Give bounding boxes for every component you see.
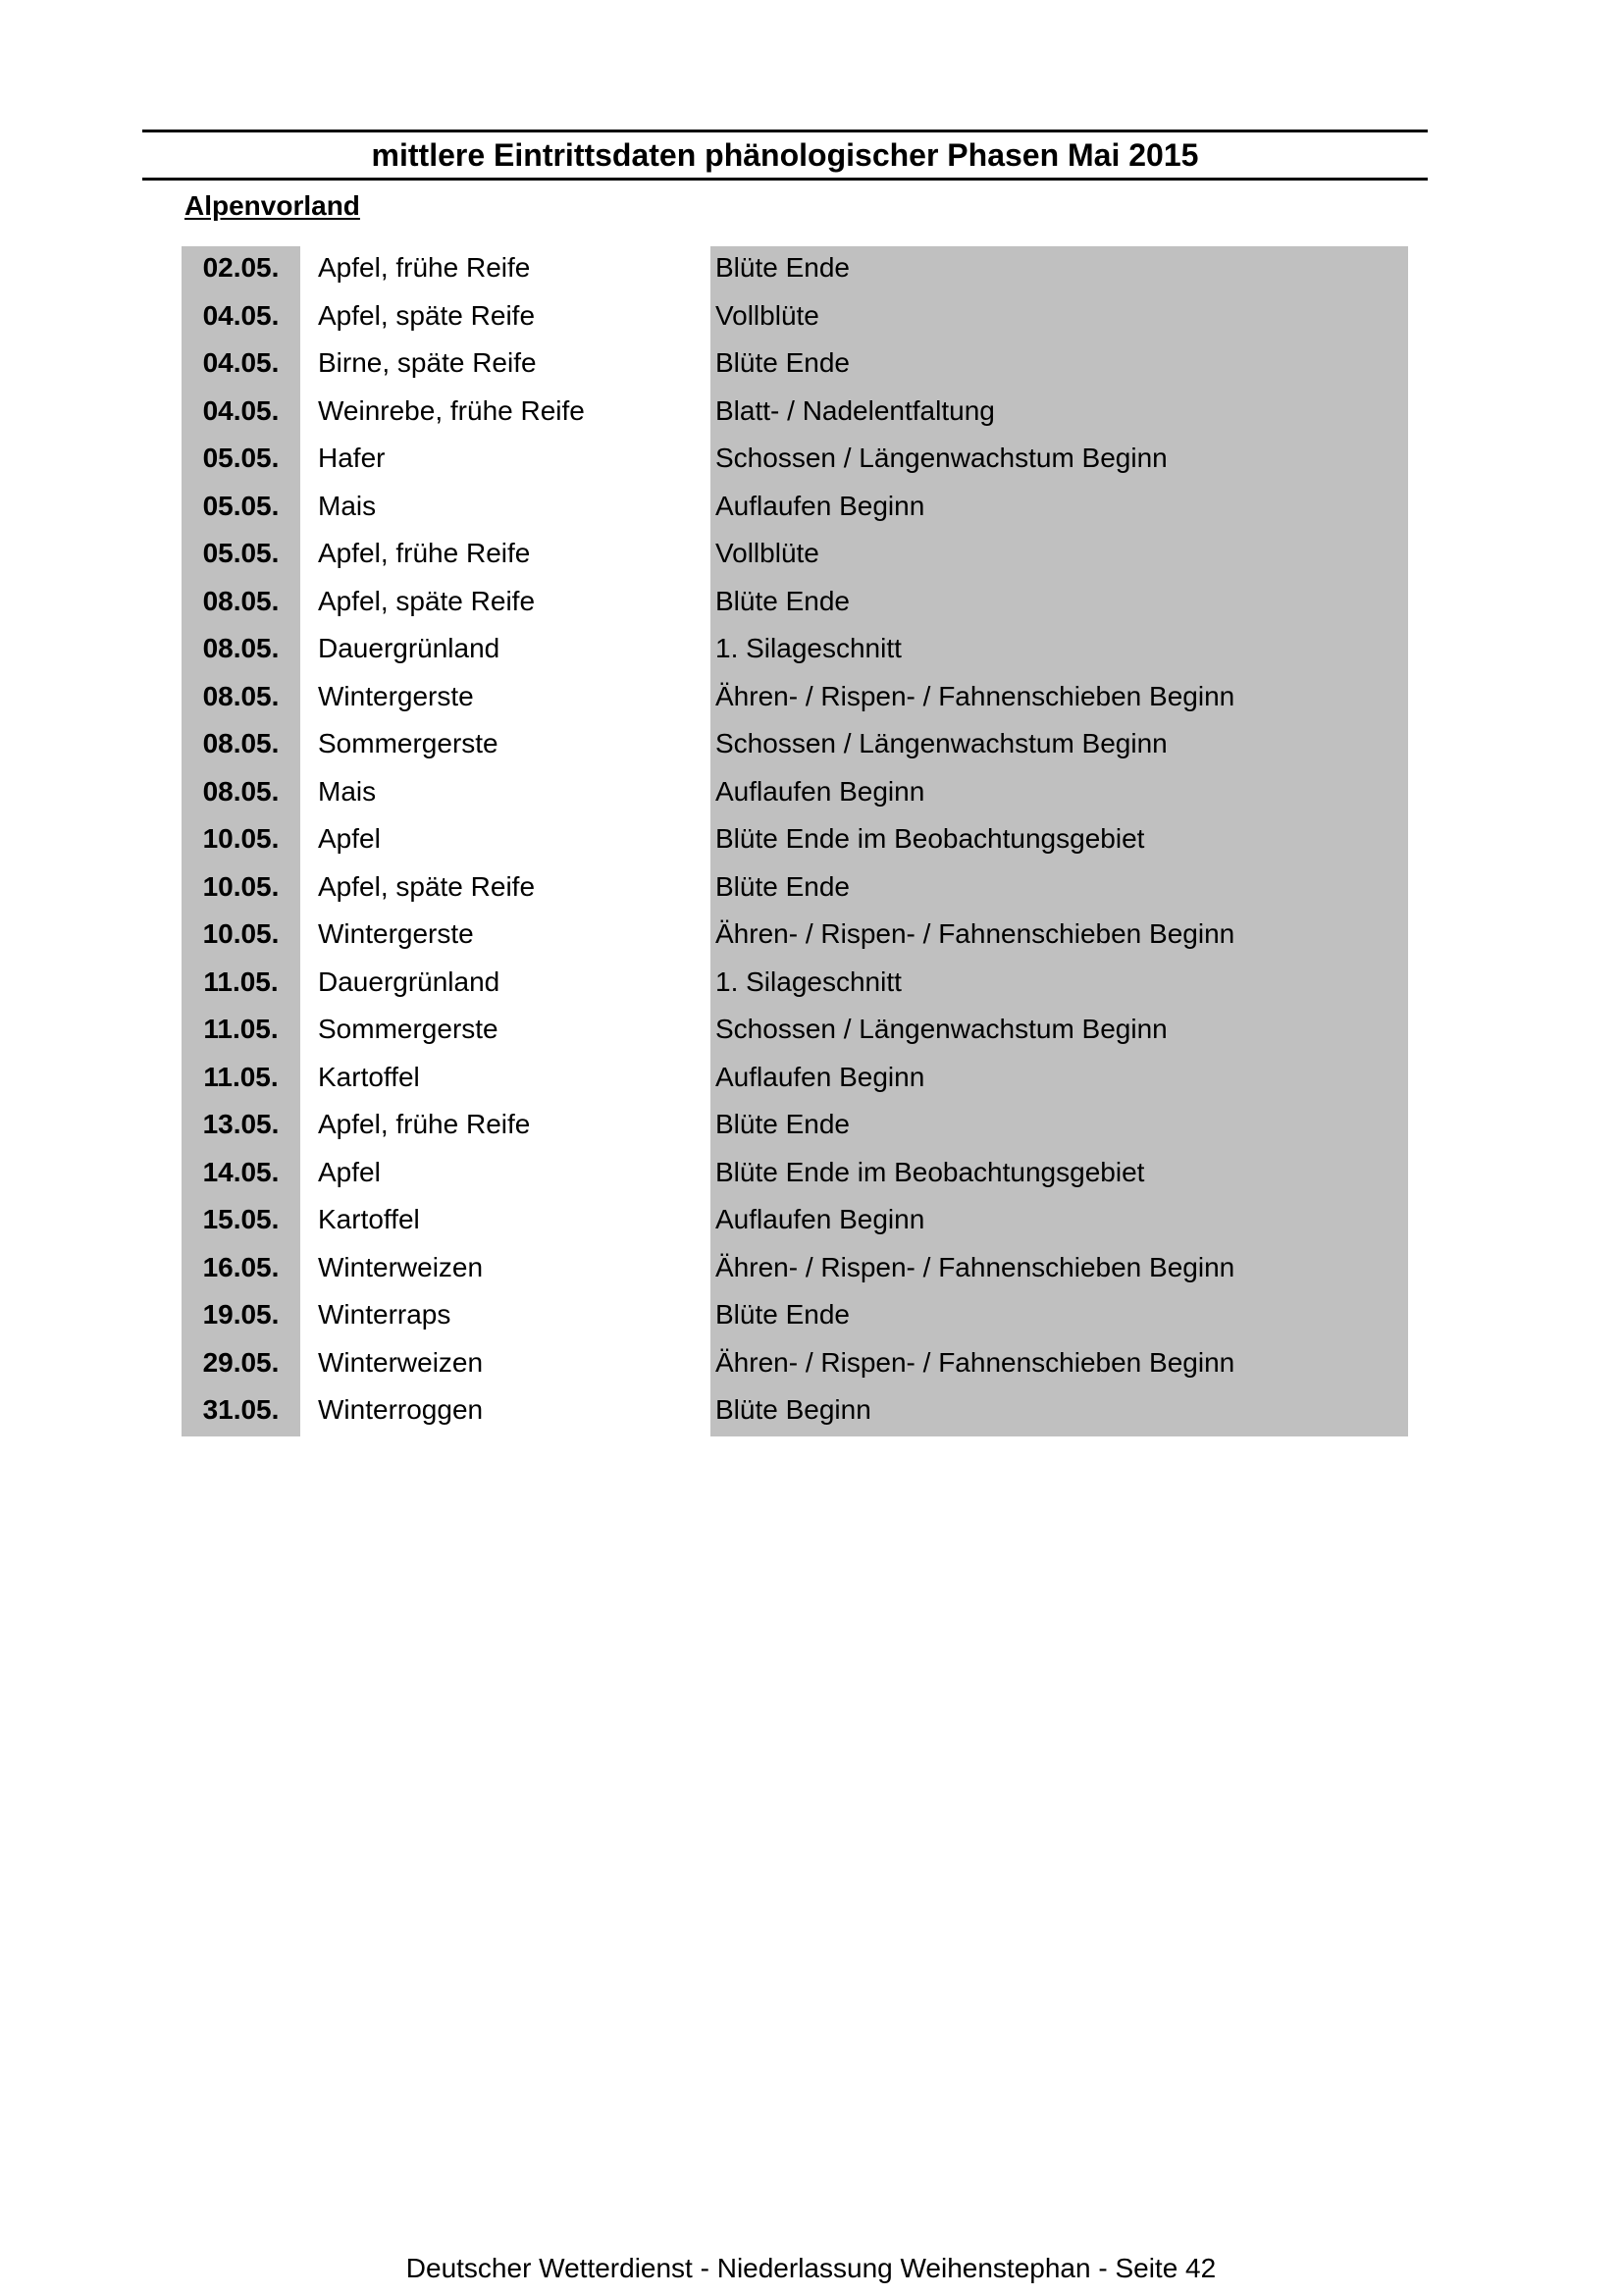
crop-cell: Apfel, frühe Reife — [318, 1109, 531, 1139]
date-cell: 04.05. — [202, 394, 280, 426]
date-cell: 05.05. — [202, 538, 280, 568]
phase-cell: Blüte Ende — [715, 870, 850, 902]
date-cell: 10.05. — [202, 918, 280, 949]
phase-cell: Schossen / Längenwachstum Beginn — [715, 1014, 1168, 1044]
phase-cell: Blüte Ende im Beobachtungsgebiet — [715, 1156, 1145, 1187]
crop-cell: Sommergerste — [318, 1014, 498, 1044]
phase-cell: Auflaufen Beginn — [715, 1204, 925, 1234]
crop-cell: Mais — [318, 490, 377, 521]
phase-cell: Vollblüte — [715, 299, 819, 331]
phase-cell: Vollblüte — [715, 538, 819, 568]
date-cell: 11.05. — [203, 1014, 279, 1044]
title-rule-bottom — [142, 178, 1428, 181]
phase-cell: 1. Silageschnitt — [715, 633, 902, 663]
phase-cell: Ähren- / Rispen- / Fahnenschieben Beginn — [715, 1251, 1235, 1282]
date-cell: 04.05. — [202, 347, 280, 378]
table-row — [0, 677, 1622, 725]
phase-cell: Ähren- / Rispen- / Fahnenschieben Beginn — [715, 680, 1235, 711]
phase-cell: Auflaufen Beginn — [715, 775, 925, 807]
title-rule-top — [142, 130, 1428, 132]
crop-cell: Kartoffel — [318, 1204, 420, 1234]
table-row — [0, 1010, 1622, 1058]
table-row — [0, 582, 1622, 630]
phase-cell: Ähren- / Rispen- / Fahnenschieben Beginn — [715, 918, 1235, 949]
phase-cell: Blüte Ende — [715, 1299, 850, 1330]
phase-cell: Blüte Ende — [715, 347, 850, 378]
date-cell: 11.05. — [203, 1061, 279, 1092]
date-cell: 16.05. — [202, 1251, 280, 1282]
table-row — [0, 391, 1622, 440]
phase-cell: Schossen / Längenwachstum Beginn — [715, 728, 1168, 758]
date-cell: 15.05. — [202, 1204, 280, 1234]
region-heading: Alpenvorland — [184, 190, 360, 221]
phase-cell: Blüte Beginn — [715, 1394, 871, 1425]
crop-cell: Mais — [318, 775, 377, 807]
date-cell: 31.05. — [202, 1394, 280, 1425]
table-row — [0, 914, 1622, 963]
phase-cell: Ähren- / Rispen- / Fahnenschieben Beginn — [715, 1346, 1235, 1378]
crop-cell: Apfel, frühe Reife — [318, 252, 531, 283]
crop-cell: Kartoffel — [318, 1061, 420, 1092]
table-row — [0, 1153, 1622, 1201]
table-row — [0, 248, 1622, 296]
date-cell: 08.05. — [202, 680, 280, 711]
crop-cell: Winterweizen — [318, 1346, 484, 1378]
date-cell: 14.05. — [202, 1156, 280, 1187]
crop-cell: Apfel, späte Reife — [318, 870, 536, 902]
crop-cell: Winterraps — [318, 1299, 451, 1330]
date-cell: 10.05. — [202, 823, 280, 854]
table-row — [0, 963, 1622, 1011]
table-row — [0, 819, 1622, 867]
phase-cell: Blüte Ende im Beobachtungsgebiet — [715, 823, 1145, 854]
table-row — [0, 1105, 1622, 1153]
crop-cell: Hafer — [318, 443, 386, 473]
table-row — [0, 439, 1622, 487]
page-footer: Deutscher Wetterdienst - Niederlassung Weihenstephan - Seite 42 — [405, 2253, 1217, 2283]
table-row — [0, 343, 1622, 391]
date-cell: 04.05. — [202, 299, 280, 331]
crop-cell: Birne, späte Reife — [318, 347, 537, 378]
table-row — [0, 1058, 1622, 1106]
date-cell: 10.05. — [202, 870, 280, 902]
table-row — [0, 1200, 1622, 1248]
crop-cell: Apfel — [318, 823, 381, 854]
table-row — [0, 1248, 1622, 1296]
phase-cell: Blüte Ende — [715, 585, 850, 616]
table-row — [0, 1390, 1622, 1438]
date-cell: 08.05. — [202, 633, 280, 663]
date-cell: 05.05. — [202, 490, 280, 521]
crop-cell: Wintergerste — [318, 918, 474, 949]
crop-cell: Apfel — [318, 1156, 381, 1187]
table-row — [0, 534, 1622, 582]
table-row — [0, 629, 1622, 677]
date-cell: 13.05. — [202, 1109, 280, 1139]
crop-cell: Winterweizen — [318, 1251, 484, 1282]
phenology-table — [0, 248, 1622, 1438]
date-cell: 08.05. — [202, 728, 280, 758]
crop-cell: Sommergerste — [318, 728, 498, 758]
date-cell: 02.05. — [202, 252, 280, 283]
phase-cell: Blüte Ende — [715, 1109, 850, 1139]
date-cell: 11.05. — [203, 965, 279, 997]
crop-cell: Apfel, späte Reife — [318, 299, 536, 331]
phase-cell: Blatt- / Nadelentfaltung — [715, 394, 995, 426]
table-row — [0, 867, 1622, 915]
table-row — [0, 1343, 1622, 1391]
table-row — [0, 487, 1622, 535]
crop-cell: Weinrebe, frühe Reife — [318, 394, 585, 426]
crop-cell: Dauergrünland — [318, 633, 500, 663]
crop-cell: Wintergerste — [318, 680, 474, 711]
phase-cell: Schossen / Längenwachstum Beginn — [715, 443, 1168, 473]
crop-cell: Apfel, späte Reife — [318, 585, 536, 616]
table-row — [0, 772, 1622, 820]
date-cell: 05.05. — [202, 443, 280, 473]
phase-cell: Auflaufen Beginn — [715, 490, 925, 521]
date-cell: 08.05. — [202, 775, 280, 807]
table-row — [0, 724, 1622, 772]
page-title: mittlere Eintrittsdaten phänologischer Phasen Mai 2015 — [371, 137, 1199, 173]
table-row — [0, 296, 1622, 344]
crop-cell: Dauergrünland — [318, 965, 500, 997]
date-cell: 29.05. — [202, 1346, 280, 1378]
crop-cell: Apfel, frühe Reife — [318, 538, 531, 568]
phase-cell: 1. Silageschnitt — [715, 965, 902, 997]
phase-cell: Auflaufen Beginn — [715, 1061, 925, 1092]
table-row — [0, 1295, 1622, 1343]
date-cell: 08.05. — [202, 585, 280, 616]
crop-cell: Winterroggen — [318, 1394, 484, 1425]
phase-cell: Blüte Ende — [715, 252, 850, 283]
date-cell: 19.05. — [202, 1299, 280, 1330]
